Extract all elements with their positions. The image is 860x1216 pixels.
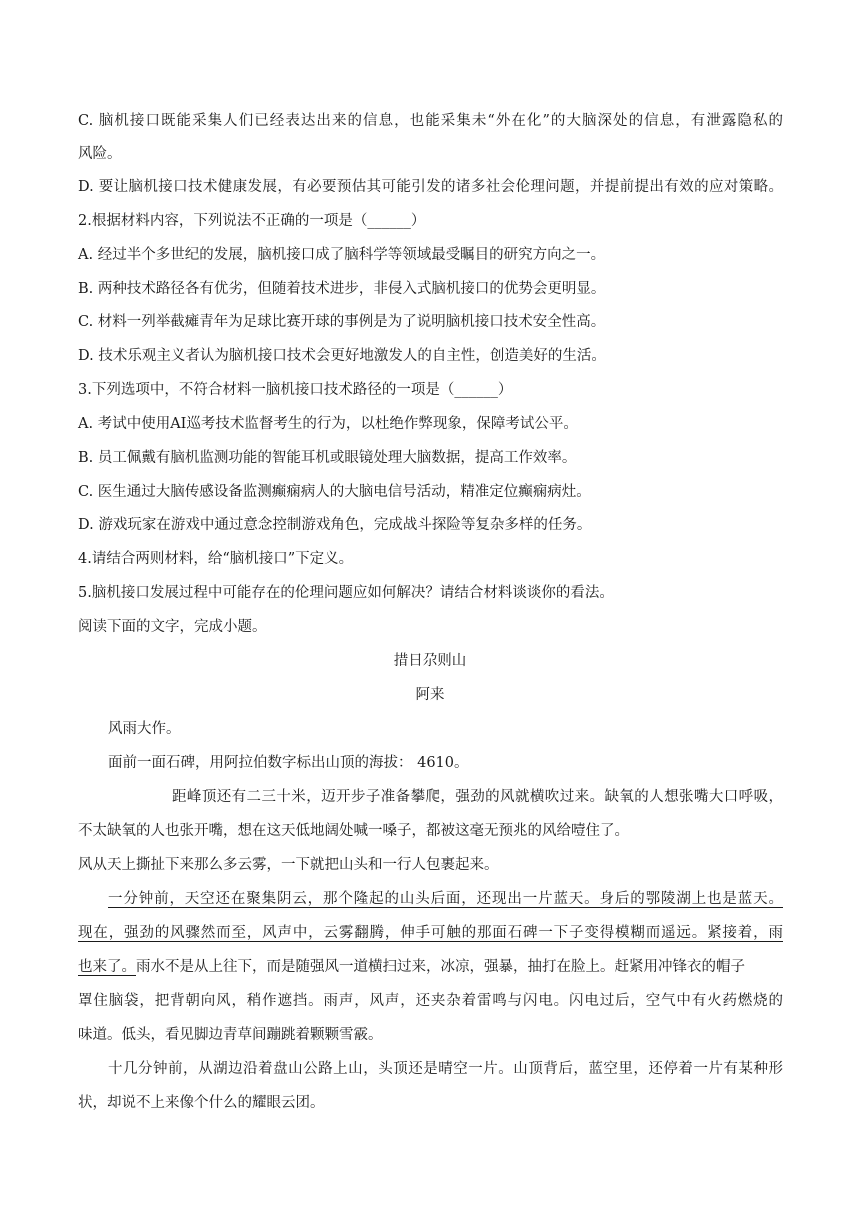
- q3-option-c: C. 医生通过大脑传感设备监测癫痫病人的大脑电信号活动，精准定位癫痫病灶。: [78, 484, 591, 500]
- passage-paragraph-1: 风雨大作。: [108, 721, 181, 737]
- q2-stem: 2.根据材料内容，下列说法不正确的一项是（______）: [78, 213, 426, 229]
- passage-paragraph-5-line4: 罩住脑袋，把背朝向风，稍作遮挡。雨声，风声，还夹杂着雷鸣与闪电。闪电过后，空气中有火药燃烧的: [78, 993, 783, 1009]
- passage-title: 措日尕则山: [393, 653, 467, 669]
- q2-option-a: A. 经过半个多世纪的发展，脑机接口成了脑科学等领域最受瞩目的研究方向之一。: [78, 247, 606, 263]
- underlined-sentence-end: 也来了。: [78, 959, 136, 975]
- passage-paragraph-5-line2: 现在，强劲的风骤然而至，风声中，云雾翻腾，伸手可触的那面石碑一下子变得模糊而遥远。紧接着，雨: [78, 925, 783, 941]
- passage-paragraph-2: 面前一面石碑，用阿拉伯数字标出山顶的海拔： 4610。: [108, 755, 469, 771]
- passage-paragraph-5-line1: 一分钟前，天空还在聚集阴云，那个隆起的山头后面，还现出一片蓝天。身后的鄂陵湖上也是蓝天。: [108, 891, 783, 907]
- q2-option-b: B. 两种技术路径各有优劣，但随着技术进步，非侵入式脑机接口的优势会更明显。: [78, 281, 606, 297]
- paragraph-5-line3-rest: 雨水不是从上往下，而是随强风一道横扫过来，冰凉，强暴，抽打在脸上。赶紧用冲锋衣的帽子: [136, 959, 745, 975]
- q4-stem: 4.请结合两则材料，给“脑机接口”下定义。: [78, 551, 354, 567]
- reading-instruction: 阅读下面的文字，完成小题。: [78, 619, 267, 635]
- passage-paragraph-4: 风从天上撕扯下来那么多云雾，一下就把山头和一行人包裹起来。: [78, 857, 499, 873]
- passage-paragraph-6-line2: 状，却说不上来像个什么的耀眼云团。: [78, 1095, 325, 1111]
- passage-paragraph-3-line2: 不太缺氧的人也张开嘴，想在这天低地阔处喊一嗓子，都被这毫无预兆的风给噎住了。: [78, 823, 629, 839]
- passage-paragraph-5-line3: [78, 956, 783, 978]
- q3-stem: 3.下列选项中，不符合材料一脑机接口技术路径的一项是（______）: [78, 382, 513, 398]
- q3-option-b: B. 员工佩戴有脑机监测功能的智能耳机或眼镜处理大脑数据，提高工作效率。: [78, 450, 577, 466]
- passage-paragraph-3-line1: 距峰顶还有二三十米，迈开步子准备攀爬，强劲的风就横吹过来。缺氧的人想张嘴大口呼吸，: [172, 789, 783, 805]
- q1-option-d: D. 要让脑机接口技术健康发展，有必要预估其可能引发的诸多社会伦理问题，并提前提出有效的应对策略。: [78, 179, 783, 195]
- q1-option-c-line2: 风险。: [78, 146, 122, 162]
- q2-option-c: C. 材料一列举截瘫青年为足球比赛开球的事例是为了说明脑机接口技术安全性高。: [78, 314, 606, 330]
- q5-stem: 5.脑机接口发展过程中可能存在的伦理问题应如何解决？请结合材料谈谈你的看法。: [78, 585, 614, 601]
- passage-paragraph-6-line1: 十几分钟前，从湖边沿着盘山公路上山，头顶还是晴空一片。山顶背后，蓝空里，还停着一片有某种形: [108, 1061, 783, 1077]
- passage-paragraph-5-line5: 味道。低头，看见脚边青草间蹦跳着颗颗雪霰。: [78, 1027, 383, 1043]
- q1-option-c-line1: C. 脑机接口既能采集人们已经表达出来的信息，也能采集未“外在化”的大脑深处的信息，有泄露隐私的: [78, 113, 783, 129]
- q3-option-d: D. 游戏玩家在游戏中通过意念控制游戏角色，完成战斗探险等复杂多样的任务。: [78, 517, 592, 533]
- q2-option-d: D. 技术乐观主义者认为脑机接口技术会更好地激发人的自主性，创造美好的生活。: [78, 348, 606, 364]
- q3-option-a: A. 考试中使用AI巡考技术监督考生的行为，以杜绝作弊现象，保障考试公平。: [78, 416, 578, 432]
- passage-author: 阿来: [415, 687, 445, 703]
